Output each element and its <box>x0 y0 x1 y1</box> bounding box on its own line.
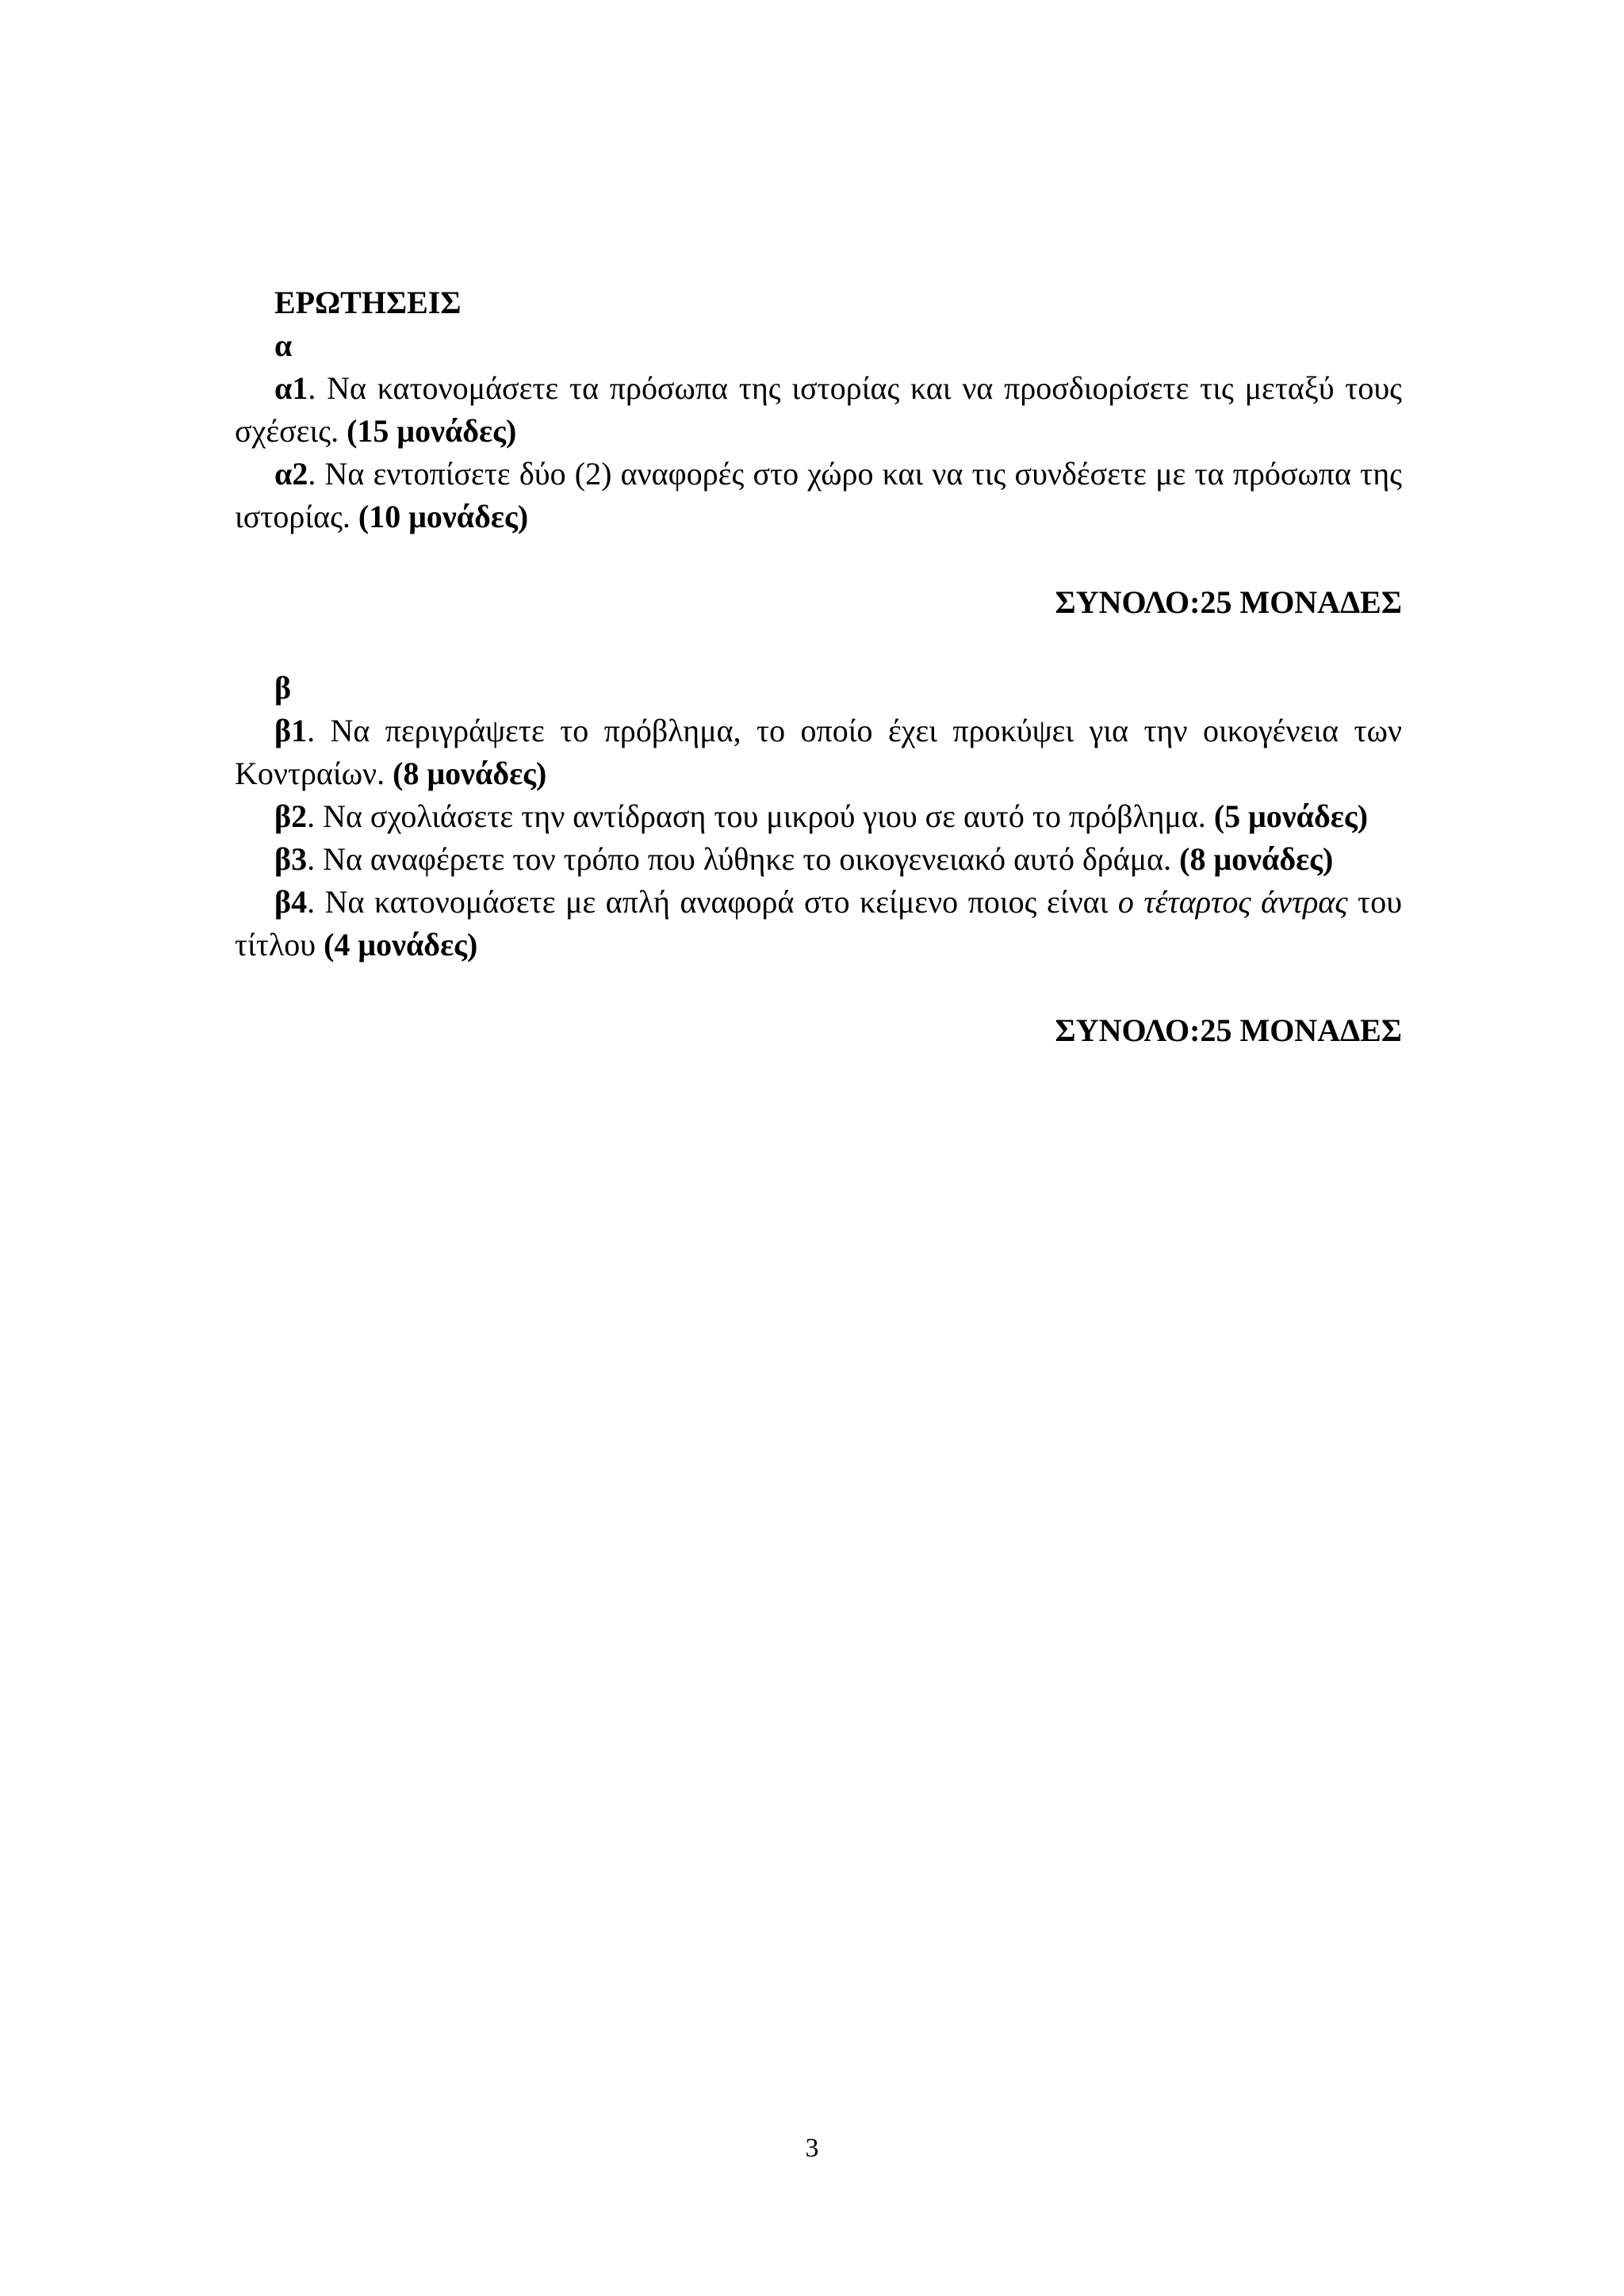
question-label: α1 <box>274 370 308 406</box>
question-points: (8 μονάδες) <box>1179 841 1334 877</box>
spacer <box>235 966 1402 1009</box>
question-b3 <box>235 838 1402 881</box>
question-text: . Να αναφέρετε τον τρόπο που λύθηκε το οικογενειακό αυτό δράμα. <box>307 841 1180 877</box>
section-b-total: ΣΥΝΟΛΟ:25 ΜΟΝΑΔΕΣ <box>1055 1012 1402 1048</box>
question-text: . Να εντοπίσετε δύο (2) αναφορές στο χώρο και να τις συνδέσετε με τα πρόσωπα της ιστορίας. <box>235 456 1402 534</box>
question-text: . Να κατονομάσετε τα πρόσωπα της ιστορίας και να προσδιορίσετε τις μεταξύ τους σχέσεις. <box>235 370 1402 449</box>
question-b1 <box>235 710 1402 795</box>
questions-content <box>235 281 1402 1052</box>
question-a1 <box>235 367 1402 453</box>
question-italic-text: ο τέταρτος άντρας <box>1117 884 1348 920</box>
question-label: β3 <box>274 841 308 877</box>
spacer <box>235 624 1402 667</box>
question-points: (5 μονάδες) <box>1213 798 1369 834</box>
question-a2 <box>235 453 1402 538</box>
question-text: του τίτλου <box>235 884 1402 962</box>
spacer <box>235 538 1402 581</box>
section-a-letter: α <box>274 327 293 363</box>
question-text: . Να περιγράψετε το πρόβλημα, το οποίο έχει προκύψει για την οικογένεια των Κοντραίων. <box>235 713 1402 791</box>
question-text: . Να σχολιάσετε την αντίδραση του μικρού γιου σε αυτό το πρόβλημα. <box>307 798 1214 834</box>
question-label: β2 <box>274 798 308 834</box>
question-label: β1 <box>274 713 308 748</box>
question-points: (4 μονάδες) <box>324 927 478 962</box>
question-text: . Να κατονομάσετε με απλή αναφορά στο κείμενο ποιος είναι <box>307 884 1118 920</box>
section-b-letter: β <box>274 670 292 706</box>
question-points: (10 μονάδες) <box>358 499 529 534</box>
page-number: 3 <box>805 2133 819 2163</box>
question-points: (15 μονάδες) <box>347 413 517 449</box>
question-label: α2 <box>274 456 308 492</box>
question-label: β4 <box>274 884 308 920</box>
question-b2 <box>235 795 1402 838</box>
section-a-total: ΣΥΝΟΛΟ:25 ΜΟΝΑΔΕΣ <box>1055 584 1402 620</box>
question-b4 <box>235 881 1402 966</box>
questions-heading: ΕΡΩΤΗΣΕΙΣ <box>274 285 462 320</box>
question-points: (8 μονάδες) <box>393 756 547 791</box>
